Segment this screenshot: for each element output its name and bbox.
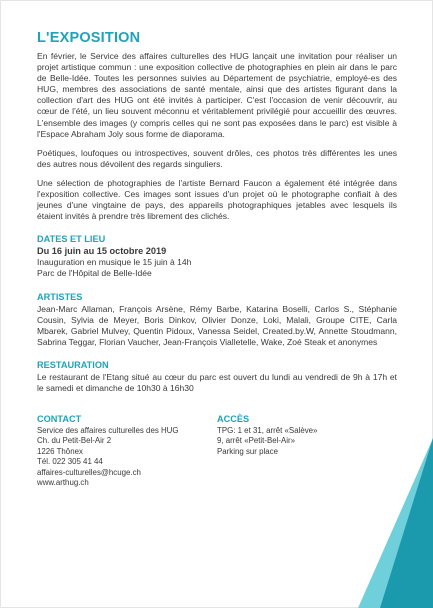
restauration-heading: RESTAURATION xyxy=(37,359,109,370)
restauration-text: Le restaurant de l'Etang situé au cœur du parc est ouvert du lundi au vendredi de 9h à 17h et le samedi et dimanche de 10h30 à 16h30 xyxy=(37,371,397,393)
contact-email-link[interactable]: affaires-culturelles@hcuge.ch xyxy=(37,467,141,477)
contact-block xyxy=(37,402,217,488)
venue-text: Parc de l'Hôpital de Belle-Idée xyxy=(37,268,152,279)
contact-line-city: 1226 Thônex xyxy=(37,446,83,456)
acces-line-tpg: TPG: 1 et 31, arrêt «Salève» xyxy=(217,426,318,436)
acces-line-bus9: 9, arrêt «Petit-Bel-Air» xyxy=(217,436,296,446)
contact-line-street: Ch. du Petit-Bel-Air 2 xyxy=(37,436,112,446)
acces-line-parking: Parking sur place xyxy=(217,446,278,456)
dates-heading: DATES ET LIEU xyxy=(37,234,106,245)
contact-line-phone: Tél. 022 305 41 44 xyxy=(37,457,103,467)
contact-acces-columns xyxy=(37,402,397,488)
page-title: L'EXPOSITION xyxy=(37,30,141,46)
main-content xyxy=(37,30,397,489)
decorative-corner-triangles xyxy=(358,438,433,608)
contact-heading: CONTACT xyxy=(37,414,82,425)
acces-heading: ACCÈS xyxy=(217,414,250,425)
dates-range: Du 16 juin au 15 octobre 2019 xyxy=(37,246,167,257)
contact-line-service: Service des affaires culturelles des HUG xyxy=(37,426,179,436)
contact-website-link[interactable]: www.arthug.ch xyxy=(37,478,89,488)
faucon-paragraph: Une sélection de photographies de l'artiste Bernard Faucon a également été intégrée dans l'exposition collective. Ces images sont issues d'un projet où le photographe confiait à des jeunes d'une vingtaine de pays, des appareils photographiques jetables avec lesquels ils étaient invités à prendre très librement des clichés. xyxy=(37,177,397,222)
inauguration-text: Inauguration en musique le 15 juin à 14h xyxy=(37,257,192,268)
artists-heading: ARTISTES xyxy=(37,291,83,302)
artists-list: Jean-Marc Allaman, François Arsène, Rémy Barbe, Katarina Boselli, Carlos S., Stéphanie Cousin, Sylvia de Meyer, Boris Dinkov, Olivier Donze, Loki, Malali, Groupe CITE, Carla Mbarek, Gabriel Mulvey, Quentin Pidoux, Vanessa Seidel, Created.by.W, Annette Stoudmann, Sabrina Teggar, Florian Vaucher, Jean-François Vialletelle, Wake, Zoé Steak et anonymes xyxy=(37,303,397,347)
intro-paragraph: En février, le Service des affaires culturelles des HUG lançait une invitation pour réaliser un projet artistique commun : une exposition collective de photographies en plein air dans le parc de Belle-Idée. Toutes les personnes suivies au Département de psychiatrie, employé-es des HUG, membres des associations de santé mentale, ainsi que des artistes figurant dans la collection d'art des HUG ont été invités à participer. C'est l'occasion de venir découvrir, au cœur de l'été, un lieu souvent méconnu et véritablement privilégié pour accueillir des œuvres. L'ensemble des images (y compris celles qui ne sont pas exposées dans le parc) est visible à l'Espace Abraham Joly sous forme de diaporama. xyxy=(37,51,397,139)
description-paragraph: Poétiques, loufoques ou introspectives, souvent drôles, ces photos très différentes les unes des autres nous dévoilent des regards singuliers. xyxy=(37,147,397,169)
